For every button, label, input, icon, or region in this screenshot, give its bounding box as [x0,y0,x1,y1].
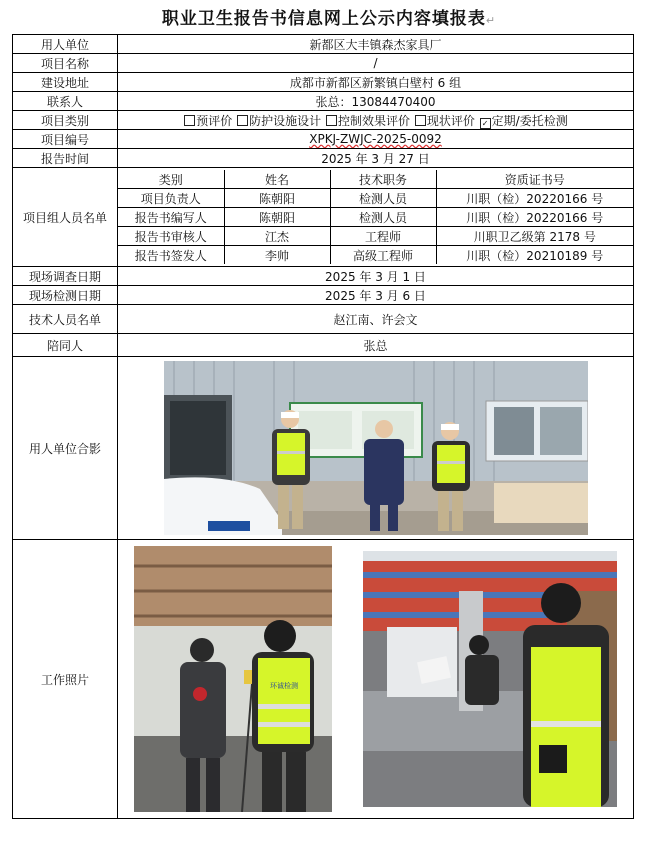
team-header-name: 姓名 [224,170,330,189]
team-row [118,208,633,227]
address-value: 成都市新都区新繁镇白壁村 6 组 [118,73,634,92]
row-employer [13,35,634,54]
team-title: 检测人员 [330,189,436,208]
team-label: 项目组人员名单 [13,168,118,267]
checkbox-status-evaluation[interactable]: 现状评价 [414,114,475,128]
test-date-value: 2025 年 3 月 6 日 [118,286,634,305]
report-time-value: 2025 年 3 月 27 日 [118,149,634,168]
row-technicians [13,305,634,334]
team-header-row [118,170,633,189]
checkbox-protection-design[interactable]: 防护设施设计 [236,114,321,128]
row-report-time [13,149,634,168]
team-title: 工程师 [330,227,436,246]
team-header-cert: 资质证书号 [436,170,633,189]
team-row [118,246,633,265]
team-cert: 川职（检）20210189 号 [436,246,633,265]
team-name: 李帅 [224,246,330,265]
project-type-label: 项目类别 [13,111,118,130]
row-group-photo [13,357,634,540]
survey-date-label: 现场调查日期 [13,267,118,286]
team-title: 高级工程师 [330,246,436,265]
contact-label: 联系人 [13,92,118,111]
team-name: 陈朝阳 [224,208,330,227]
work-photos-label: 工作照片 [13,540,118,819]
row-team [13,168,634,267]
team-role: 报告书签发人 [118,246,224,265]
test-date-label: 现场检测日期 [13,286,118,305]
team-role: 项目负责人 [118,189,224,208]
technicians-value: 赵江南、许会文 [118,305,634,334]
employer-value: 新都区大丰镇森杰家具厂 [118,35,634,54]
project-no-value: XPKJ-ZWJC-2025-0092 [118,130,634,149]
row-project-type [13,111,634,130]
team-row [118,189,633,208]
team-cert: 川职（检）20220166 号 [436,208,633,227]
row-address [13,73,634,92]
checkbox-periodic-testing[interactable]: ✓ 定期/委托检测 [479,114,568,128]
team-table [118,170,633,264]
row-companion [13,334,634,357]
svg-text:环诚检测: 环诚检测 [269,682,298,690]
team-header-role: 类别 [118,170,224,189]
project-name-label: 项目名称 [13,54,118,73]
row-contact [13,92,634,111]
row-project-no [13,130,634,149]
row-work-photos [13,540,634,819]
report-time-label: 报告时间 [13,149,118,168]
team-title: 检测人员 [330,208,436,227]
row-survey-date [13,267,634,286]
project-no-label: 项目编号 [13,130,118,149]
checkbox-pre-evaluation[interactable]: 预评价 [183,114,232,128]
survey-date-value: 2025 年 3 月 1 日 [118,267,634,286]
address-label: 建设地址 [13,73,118,92]
employer-label: 用人单位 [13,35,118,54]
team-name: 江杰 [224,227,330,246]
report-form-table [12,34,634,819]
team-cert: 川职卫乙级第 2178 号 [436,227,633,246]
project-name-value: / [118,54,634,73]
page-title: 职业卫生报告书信息网上公示内容填报表↵ [161,9,497,29]
team-name: 陈朝阳 [224,189,330,208]
companion-label: 陪同人 [13,334,118,357]
row-test-date [13,286,634,305]
group-photo-label: 用人单位合影 [13,357,118,540]
group-photo [164,361,588,535]
contact-value: 张总：13084470400 [118,92,634,111]
companion-value: 张总 [118,334,634,357]
project-type-options [118,111,634,130]
team-role: 报告书编写人 [118,208,224,227]
team-header-title: 技术职务 [330,170,436,189]
checkbox-control-effect[interactable]: 控制效果评价 [325,114,410,128]
team-role: 报告书审核人 [118,227,224,246]
work-photo-right [363,551,617,807]
team-cert: 川职（检）20220166 号 [436,189,633,208]
team-row [118,227,633,246]
technicians-label: 技术人员名单 [13,305,118,334]
work-photo-left [134,546,332,812]
row-project-name [13,54,634,73]
